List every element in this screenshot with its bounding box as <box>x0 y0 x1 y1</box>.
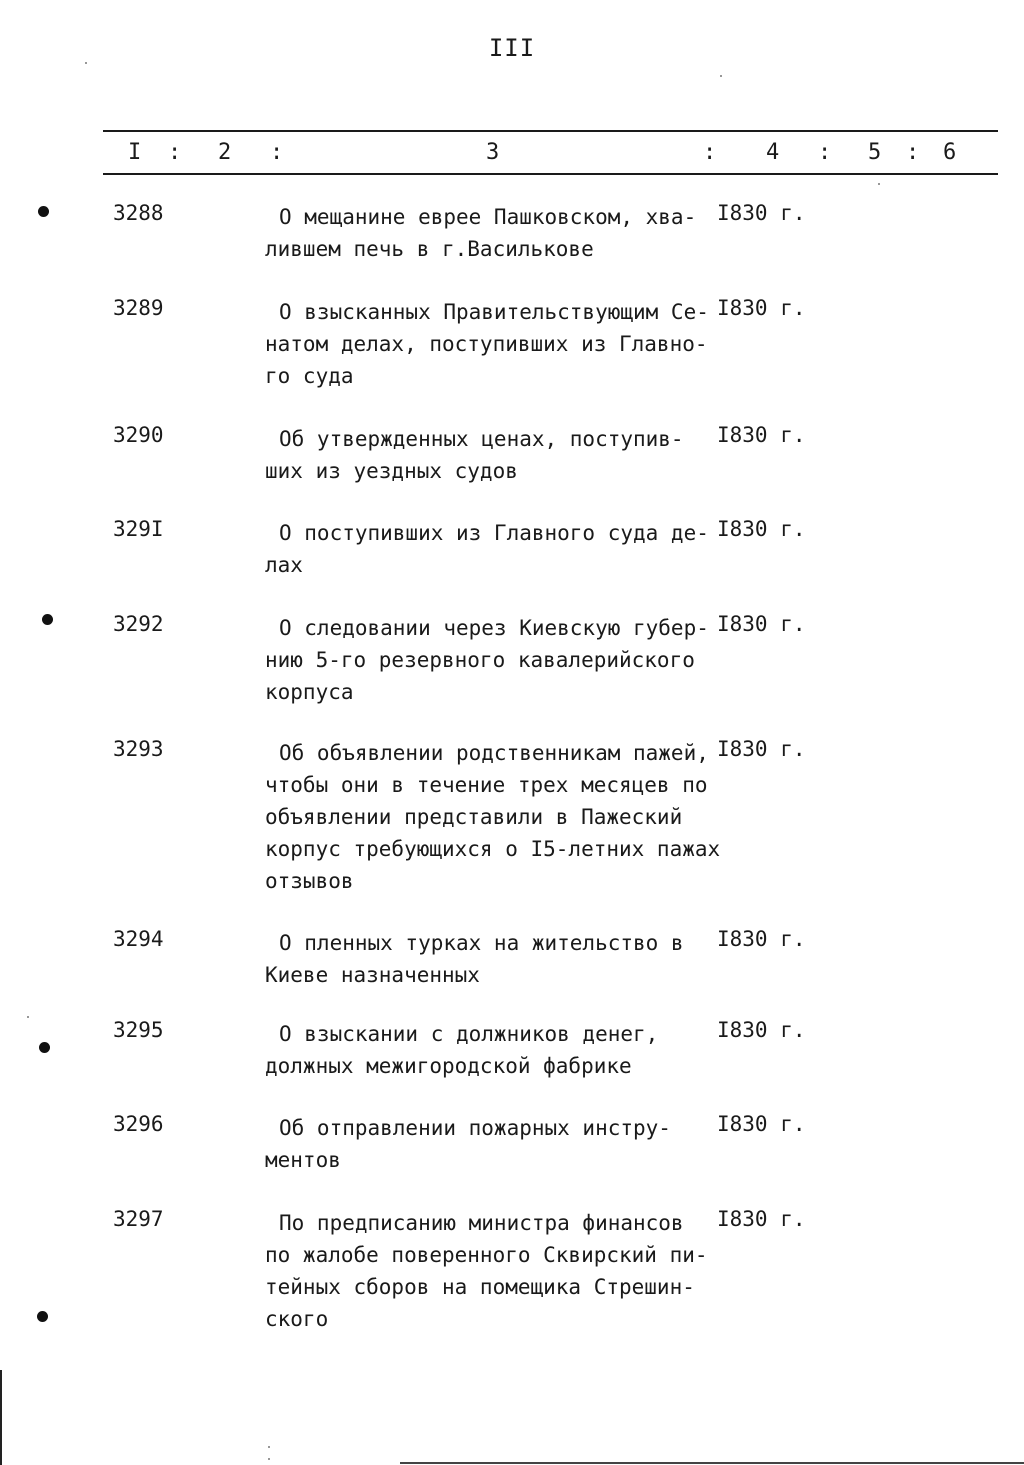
entry-description <box>265 1207 715 1335</box>
description-line: О мещанине еврее Пашковском, хва- <box>279 205 697 229</box>
description-line: О взыскании с должников денег, <box>279 1022 659 1046</box>
column-header-5: 5 <box>868 140 882 165</box>
description-line: нию 5-го резервного кавалерийского <box>265 648 695 672</box>
description-line: по жалобе поверенного Сквирский пи- <box>265 1243 708 1267</box>
column-header-6: 6 <box>943 140 957 165</box>
scan-speck <box>85 62 87 64</box>
column-separator: : <box>703 140 717 165</box>
header-underline-rule <box>103 173 998 175</box>
scan-speck <box>268 1446 270 1448</box>
description-line: корпус требующихся о I5-летних пажах <box>265 837 721 861</box>
entry-number: 3292 <box>113 612 164 636</box>
entry-description <box>265 612 715 708</box>
entry-description <box>265 517 715 581</box>
entry-number: 3293 <box>113 737 164 761</box>
entry-year: I830 г. <box>717 737 806 761</box>
description-line: ского <box>265 1307 329 1331</box>
description-line: лившем печь в г.Василькове <box>265 237 594 261</box>
column-header-2: 2 <box>218 140 232 165</box>
description-line: должных межигородской фабрике <box>265 1054 632 1078</box>
punch-hole-dot <box>38 206 49 217</box>
description-line: отзывов <box>265 869 354 893</box>
entry-description <box>265 296 715 392</box>
column-header-4: 4 <box>766 140 780 165</box>
entry-year: I830 г. <box>717 612 806 636</box>
description-line: ших из уездных судов <box>265 459 518 483</box>
table-top-rule <box>103 130 998 132</box>
scan-speck <box>878 183 880 185</box>
entry-number: 3296 <box>113 1112 164 1136</box>
punch-hole-dot <box>37 1311 48 1322</box>
scan-speck <box>268 1458 270 1460</box>
description-line: По предписанию министра финансов <box>279 1211 684 1235</box>
description-line: натом делах, поступивших из Главно- <box>265 332 708 356</box>
entry-year: I830 г. <box>717 1207 806 1231</box>
entry-number: 3290 <box>113 423 164 447</box>
entry-year: I830 г. <box>717 1112 806 1136</box>
column-separator: : <box>168 140 182 165</box>
description-line: Об утвержденных ценах, поступив- <box>279 427 684 451</box>
column-separator: : <box>270 140 284 165</box>
description-line: Об отправлении пожарных инстру- <box>279 1116 671 1140</box>
column-separator: : <box>906 140 920 165</box>
entry-year: I830 г. <box>717 296 806 320</box>
entry-description <box>265 737 721 897</box>
description-line: корпуса <box>265 680 354 704</box>
column-header-3: 3 <box>486 140 500 165</box>
column-header-1: I <box>128 140 142 165</box>
entry-number: 3295 <box>113 1018 164 1042</box>
entry-description <box>265 201 715 265</box>
description-line: Киеве назначенных <box>265 963 480 987</box>
bottom-edge-rule <box>400 1462 1024 1464</box>
column-separator: : <box>818 140 832 165</box>
entry-year: I830 г. <box>717 517 806 541</box>
entry-number: 3297 <box>113 1207 164 1231</box>
entry-year: I830 г. <box>717 201 806 225</box>
entry-description <box>265 927 715 991</box>
description-line: го суда <box>265 364 354 388</box>
description-line: О поступивших из Главного суда де- <box>279 521 709 545</box>
description-line: О следовании через Киевскую губер- <box>279 616 709 640</box>
entry-number: 3289 <box>113 296 164 320</box>
description-line: О пленных турках на жительство в <box>279 931 684 955</box>
description-line: тейных сборов на помещика Стрешин- <box>265 1275 695 1299</box>
description-line: Об объявлении родственникам пажей, <box>279 741 709 765</box>
description-line: ментов <box>265 1148 341 1172</box>
entry-number: 3288 <box>113 201 164 225</box>
scan-speck <box>27 1016 29 1018</box>
page-number: III <box>488 34 536 62</box>
entry-year: I830 г. <box>717 927 806 951</box>
margin-line <box>0 1370 2 1465</box>
entry-number: 3294 <box>113 927 164 951</box>
entry-description <box>265 1112 715 1176</box>
description-line: лах <box>265 553 303 577</box>
entry-description <box>265 423 715 487</box>
punch-hole-dot <box>39 1042 50 1053</box>
description-line: О взысканных Правительствующим Се- <box>279 300 709 324</box>
scan-speck <box>720 75 722 77</box>
entry-year: I830 г. <box>717 1018 806 1042</box>
entry-description <box>265 1018 715 1082</box>
description-line: объявлении представили в Пажеский <box>265 805 683 829</box>
punch-hole-dot <box>42 614 53 625</box>
entry-number: 329I <box>113 517 164 541</box>
entry-year: I830 г. <box>717 423 806 447</box>
description-line: чтобы они в течение трех месяцев по <box>265 773 708 797</box>
